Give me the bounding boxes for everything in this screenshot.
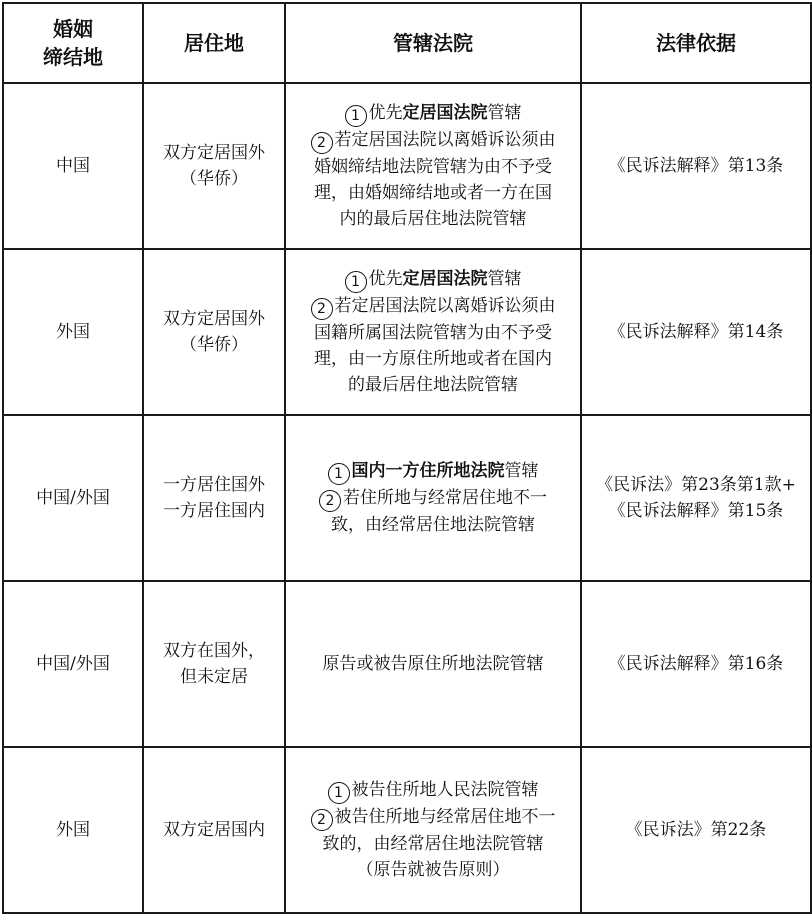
residence-line: （华侨）	[180, 169, 248, 189]
table-row	[3, 83, 811, 249]
court-text: 婚姻缔结地法院管辖为由不予受	[314, 157, 552, 177]
court-text: 若住所地与经常居住地不一	[343, 488, 547, 508]
cell-marriage-place: 中国	[3, 83, 143, 249]
residence-line: 但未定居	[180, 667, 248, 687]
cell-residence	[143, 83, 285, 249]
court-line	[286, 100, 580, 127]
jurisdiction-table	[2, 2, 812, 914]
cell-residence	[143, 747, 285, 913]
court-text: 被告住所地与经常居住地不一	[334, 807, 556, 827]
court-line	[286, 266, 580, 293]
table-body	[3, 83, 811, 913]
court-line	[286, 154, 580, 180]
court-text: 原告或被告原住所地法院管辖	[322, 654, 544, 674]
residence-line: （华侨）	[180, 335, 248, 355]
court-text: 被告住所地人民法院管辖	[351, 780, 539, 800]
residence-line: 一方居住国外	[163, 475, 265, 495]
table-row	[3, 415, 811, 581]
header-place-line2: 缔结地	[43, 45, 103, 69]
header-row	[3, 3, 811, 83]
court-line	[286, 372, 580, 398]
court-text: 管辖	[487, 103, 522, 123]
court-text: 致，由经常居住地法院管辖	[331, 515, 535, 535]
table-row	[3, 249, 811, 415]
legal-basis-line: 《民诉法解释》第16条	[608, 654, 784, 674]
court-line	[286, 293, 580, 320]
court-text: 的最后居住地法院管辖	[348, 375, 518, 395]
court-line	[286, 512, 580, 538]
court-line	[286, 458, 580, 485]
court-text: 优先	[368, 103, 403, 123]
cell-marriage-place: 外国	[3, 249, 143, 415]
cell-court	[285, 581, 581, 747]
court-line	[286, 320, 580, 346]
cell-legal-basis	[581, 581, 811, 747]
court-line	[286, 346, 580, 372]
header-residence: 居住地	[143, 3, 285, 83]
cell-marriage-place: 中国/外国	[3, 581, 143, 747]
cell-court	[285, 415, 581, 581]
court-text: 理，由一方原住所地或者在国内	[314, 349, 552, 369]
residence-line: 一方居住国内	[163, 501, 265, 521]
cell-residence	[143, 581, 285, 747]
court-line	[286, 206, 580, 232]
cell-court	[285, 83, 581, 249]
header-legal-basis: 法律依据	[581, 3, 811, 83]
cell-court	[285, 747, 581, 913]
cell-marriage-place: 中国/外国	[3, 415, 143, 581]
circled-number-icon: 1	[328, 463, 350, 485]
cell-legal-basis	[581, 415, 811, 581]
court-text: 若定居国法院以离婚诉讼须由	[334, 296, 556, 316]
court-text: 管辖	[487, 269, 522, 289]
court-text-emphasis: 国内一方住所地法院	[351, 461, 505, 481]
legal-basis-line: 《民诉法》第22条	[625, 820, 767, 840]
court-line	[286, 180, 580, 206]
cell-legal-basis	[581, 249, 811, 415]
table-row	[3, 581, 811, 747]
circled-number-icon: 2	[311, 298, 333, 320]
court-text: （原告就被告原则）	[356, 860, 510, 880]
table-row	[3, 747, 811, 913]
court-line	[286, 485, 580, 512]
court-text: 内的最后居住地法院管辖	[339, 209, 527, 229]
header-court: 管辖法院	[285, 3, 581, 83]
header-marriage-place	[3, 3, 143, 83]
court-text-emphasis: 定居国法院	[402, 269, 488, 289]
residence-line: 双方定居国外	[163, 309, 265, 329]
court-text: 若定居国法院以离婚诉讼须由	[334, 130, 556, 150]
cell-residence	[143, 415, 285, 581]
court-text: 致的，由经常居住地法院管辖	[322, 834, 544, 854]
cell-residence	[143, 249, 285, 415]
cell-legal-basis	[581, 747, 811, 913]
circled-number-icon: 1	[345, 271, 367, 293]
court-text: 管辖	[504, 461, 539, 481]
circled-number-icon: 1	[345, 105, 367, 127]
residence-line: 双方定居国内	[163, 820, 265, 840]
legal-basis-line: 《民诉法解释》第14条	[608, 322, 784, 342]
cell-court	[285, 249, 581, 415]
court-line	[286, 831, 580, 857]
legal-basis-line: 《民诉法》第23条第1款+	[596, 475, 796, 495]
court-line	[286, 804, 580, 831]
court-line	[286, 857, 580, 883]
circled-number-icon: 2	[311, 132, 333, 154]
legal-basis-line: 《民诉法解释》第13条	[608, 156, 784, 176]
cell-marriage-place: 外国	[3, 747, 143, 913]
court-text: 优先	[368, 269, 403, 289]
court-line	[286, 651, 580, 677]
court-text: 国籍所属国法院管辖为由不予受	[314, 323, 552, 343]
header-place-line1: 婚姻	[53, 17, 93, 41]
court-text-emphasis: 定居国法院	[402, 103, 488, 123]
residence-line: 双方在国外，	[163, 641, 265, 661]
court-text: 理，由婚姻缔结地或者一方在国	[314, 183, 552, 203]
circled-number-icon: 2	[311, 809, 333, 831]
cell-legal-basis	[581, 83, 811, 249]
legal-basis-line: 《民诉法解释》第15条	[608, 501, 784, 521]
court-line	[286, 777, 580, 804]
residence-line: 双方定居国外	[163, 143, 265, 163]
circled-number-icon: 1	[328, 782, 350, 804]
circled-number-icon: 2	[319, 490, 341, 512]
court-line	[286, 127, 580, 154]
